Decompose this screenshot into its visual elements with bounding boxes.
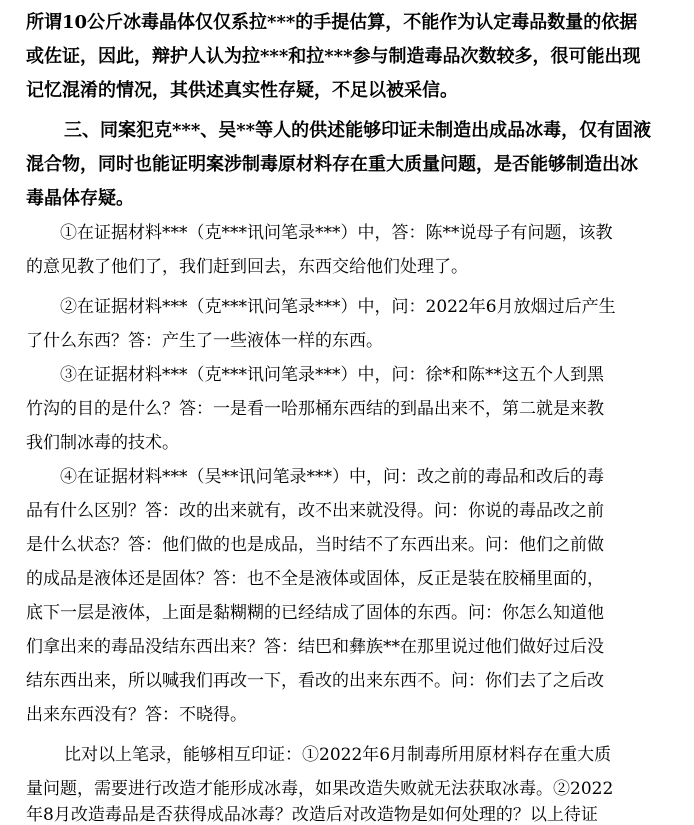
line-3: 记忆混淆的情况，其供述真实性存疑，不足以被采信。	[26, 80, 458, 101]
item-1-line-2: 的意见教了他们了，我们赶到回去，东西交给他们处理了。	[26, 257, 468, 277]
item-4-line-3: 是什么状态？答：他们做的也是成品，当时结不了东西出来。问：他们之前做	[26, 535, 604, 555]
item-4-line-5: 底下一层是液体，上面是黏糊糊的已经结成了固体的东西。问：你怎么知道他	[26, 603, 604, 623]
item-4-line-6: 们拿出来的毒品没结东西出来？答：结巴和彝族**在那里说过他们做好过后没	[26, 637, 604, 657]
item-4-line-8: 出来东西没有？答：不晓得。	[26, 705, 247, 725]
item-4-line-2: 品有什么区别？答：改的出来就有，改不出来就没得。问：你说的毒品改之前	[26, 501, 604, 521]
item-3-line-2: 竹沟的目的是什么？答：一是看一哈那桶东西结的到晶出来不，第二就是来教	[26, 399, 604, 419]
item-2-line-1: ②在证据材料***（克***讯问笔录***）中，问：2022年6月放烟过后产生	[60, 297, 616, 317]
conclusion-line-2: 量问题，需要进行改造才能形成冰毒，如果改造失败就无法获取冰毒。②2022	[26, 779, 614, 799]
section-heading-line-3: 毒晶体存疑。	[26, 188, 134, 209]
conclusion-line-1: 比对以上笔录，能够相互印证：①2022年6月制毒所用原材料存在重大质	[64, 745, 612, 765]
item-3-line-3: 我们制冰毒的技术。	[26, 433, 179, 453]
item-1-line-1: ①在证据材料***（克***讯问笔录***）中，答：陈**说母子有问题，该教	[60, 223, 613, 243]
line-1: 所谓10公斤冰毒晶体仅仅系拉***的手提估算，不能作为认定毒品数量的依据	[26, 12, 638, 33]
item-4-line-7: 结东西出来，所以喊我们再改一下，看改的出来东西不。问：你们去了之后改	[26, 671, 604, 691]
line-2: 或佐证，因此，辩护人认为拉***和拉***参与制造毒品次数较多，很可能出现	[26, 46, 641, 67]
item-2-line-2: 了什么东西？答：产生了一些液体一样的东西。	[26, 331, 383, 351]
conclusion-line-3: 年8月改造毒品是否获得成品冰毒？改造后对改造物是如何处理的？以上待证	[26, 805, 598, 825]
item-4-line-4: 的成品是液体还是固体？答：也不全是液体或固体，反正是装在胶桶里面的，	[26, 569, 604, 589]
section-heading-line-2: 混合物，同时也能证明案涉制毒原材料存在重大质量问题，是否能够制造出冰	[26, 154, 638, 175]
item-3-line-1: ③在证据材料***（克***讯问笔录***）中，问：徐*和陈**这五个人到黑	[60, 365, 604, 385]
item-4-line-1: ④在证据材料***（吴**讯问笔录***）中，问：改之前的毒品和改后的毒	[60, 467, 604, 487]
section-heading-line-1: 三、同案犯克***、吴**等人的供述能够印证未制造出成品冰毒，仅有固液	[64, 120, 652, 141]
